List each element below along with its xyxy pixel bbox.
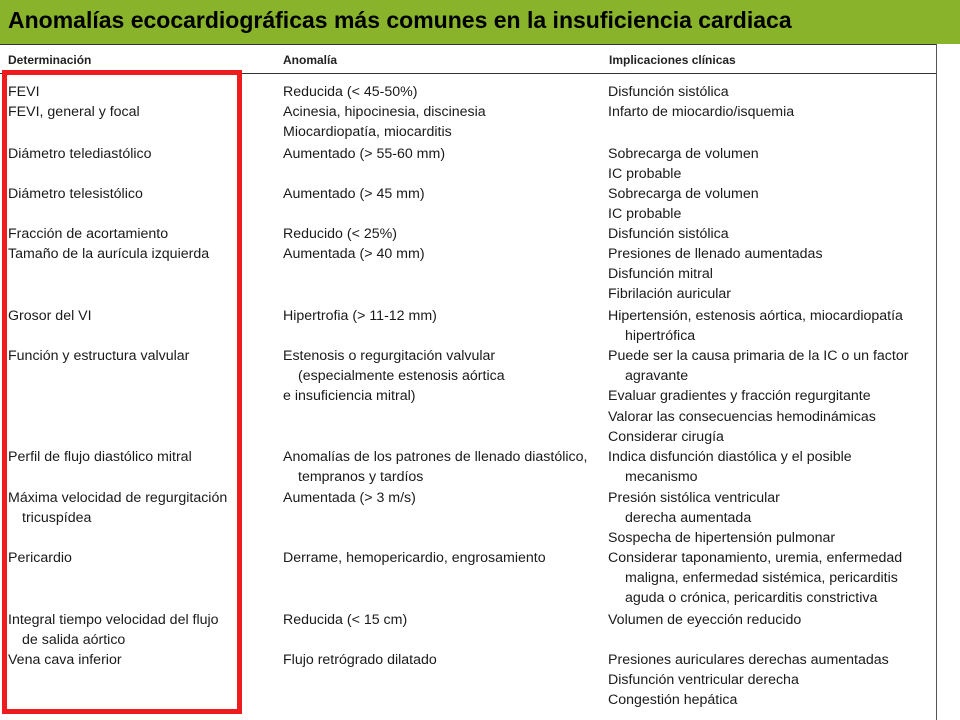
cell-anomalia: Hipertrofia (> 11-12 mm) (283, 308, 437, 324)
cell-implicaciones: Disfunción sistólica (608, 84, 729, 100)
cell-anomalia: (especialmente estenosis aórtica (298, 368, 505, 385)
cell-implicaciones: Puede ser la causa primaria de la IC o un factor (608, 348, 909, 364)
cell-anomalia: Aumentado (> 55-60 mm) (283, 146, 446, 162)
cell-implicaciones: IC probable (608, 206, 682, 223)
cell-determinacion: Fracción de acortamiento (8, 226, 169, 242)
header-determinacion: Determinación (8, 53, 92, 67)
cell-implicaciones: derecha aumentada (625, 510, 752, 527)
cell-determinacion: Diámetro telesistólico (8, 186, 143, 202)
cell-implicaciones: maligna, enfermedad sistémica, pericarditis (625, 570, 898, 587)
cell-anomalia: Aumentado (> 45 mm) (283, 186, 425, 202)
cell-implicaciones: Indica disfunción diastólica y el posible (608, 449, 852, 465)
cell-anomalia: Reducido (< 25%) (283, 226, 397, 242)
determinacion-highlight-box (2, 70, 242, 714)
cell-anomalia: Reducida (< 45-50%) (283, 84, 418, 100)
cell-anomalia: Estenosis o regurgitación valvular (283, 348, 496, 364)
cell-implicaciones: Infarto de miocardio/isquemia (608, 104, 795, 120)
cell-implicaciones: IC probable (608, 166, 682, 183)
cell-determinacion: Integral tiempo velocidad del flujo (8, 612, 219, 628)
cell-determinacion: Vena cava inferior (8, 652, 122, 668)
cell-anomalia: Miocardiopatía, miocarditis (283, 124, 452, 141)
title-bar (0, 0, 960, 44)
cell-implicaciones: Presión sistólica ventricular (608, 490, 780, 506)
cell-implicaciones: hipertrófica (625, 328, 696, 345)
cell-implicaciones: Considerar taponamiento, uremia, enfermedad (608, 550, 903, 566)
cell-implicaciones: Presiones de llenado aumentadas (608, 246, 823, 262)
cell-determinacion: tricuspídea (22, 510, 92, 527)
cell-anomalia: tempranos y tardíos (298, 469, 424, 486)
cell-implicaciones: Presiones auriculares derechas aumentadas (608, 652, 889, 668)
cell-implicaciones: Disfunción sistólica (608, 226, 729, 242)
cell-determinacion: FEVI, general y focal (8, 104, 140, 120)
cell-determinacion: Función y estructura valvular (8, 348, 190, 364)
cell-implicaciones: Volumen de eyección reducido (608, 612, 802, 628)
cell-implicaciones: Considerar cirugía (608, 428, 724, 445)
cell-implicaciones: Fibrilación auricular (608, 286, 732, 303)
cell-anomalia: Reducida (< 15 cm) (283, 612, 408, 628)
cell-implicaciones: agravante (625, 368, 689, 385)
cell-implicaciones: Valorar las consecuencias hemodinámicas (608, 408, 876, 425)
cell-determinacion: FEVI (8, 84, 40, 100)
cell-anomalia: Flujo retrógrado dilatado (283, 652, 437, 668)
cell-anomalia: Anomalías de los patrones de llenado diastólico, (283, 449, 588, 465)
cell-implicaciones: Congestión hepática (608, 692, 738, 709)
cell-anomalia: e insuficiencia mitral) (283, 388, 416, 405)
header-anomalia: Anomalía (283, 53, 338, 67)
cell-determinacion: Diámetro telediastólico (8, 146, 152, 162)
cell-determinacion: Tamaño de la aurícula izquierda (8, 246, 210, 262)
cell-implicaciones: Hipertensión, estenosis aórtica, miocardiopatía (608, 308, 903, 324)
cell-determinacion: de salida aórtico (22, 632, 126, 649)
cell-implicaciones: Sospecha de hipertensión pulmonar (608, 530, 836, 547)
slide-title: Anomalías ecocardiográficas más comunes en la insuficiencia cardiaca (8, 7, 792, 33)
cell-implicaciones: mecanismo (625, 469, 698, 486)
cell-implicaciones: Disfunción mitral (608, 266, 713, 283)
cell-determinacion: Máxima velocidad de regurgitación (8, 490, 228, 506)
cell-implicaciones: Disfunción ventricular derecha (608, 672, 799, 689)
cell-anomalia: Acinesia, hipocinesia, discinesia (283, 104, 486, 120)
cell-determinacion: Perfil de flujo diastólico mitral (8, 449, 192, 465)
cell-determinacion: Grosor del VI (8, 308, 92, 324)
cell-implicaciones: Evaluar gradientes y fracción regurgitante (608, 388, 871, 405)
cell-implicaciones: Sobrecarga de volumen (608, 186, 759, 202)
cell-implicaciones: Sobrecarga de volumen (608, 146, 759, 162)
cell-anomalia: Aumentada (> 40 mm) (283, 246, 425, 262)
cell-anomalia: Derrame, hemopericardio, engrosamiento (283, 550, 546, 566)
cell-anomalia: Aumentada (> 3 m/s) (283, 490, 416, 506)
cell-implicaciones: aguda o crónica, pericarditis constrictiva (625, 590, 878, 607)
cell-determinacion: Pericardio (8, 550, 72, 566)
header-implicaciones: Implicaciones clínicas (609, 53, 736, 67)
